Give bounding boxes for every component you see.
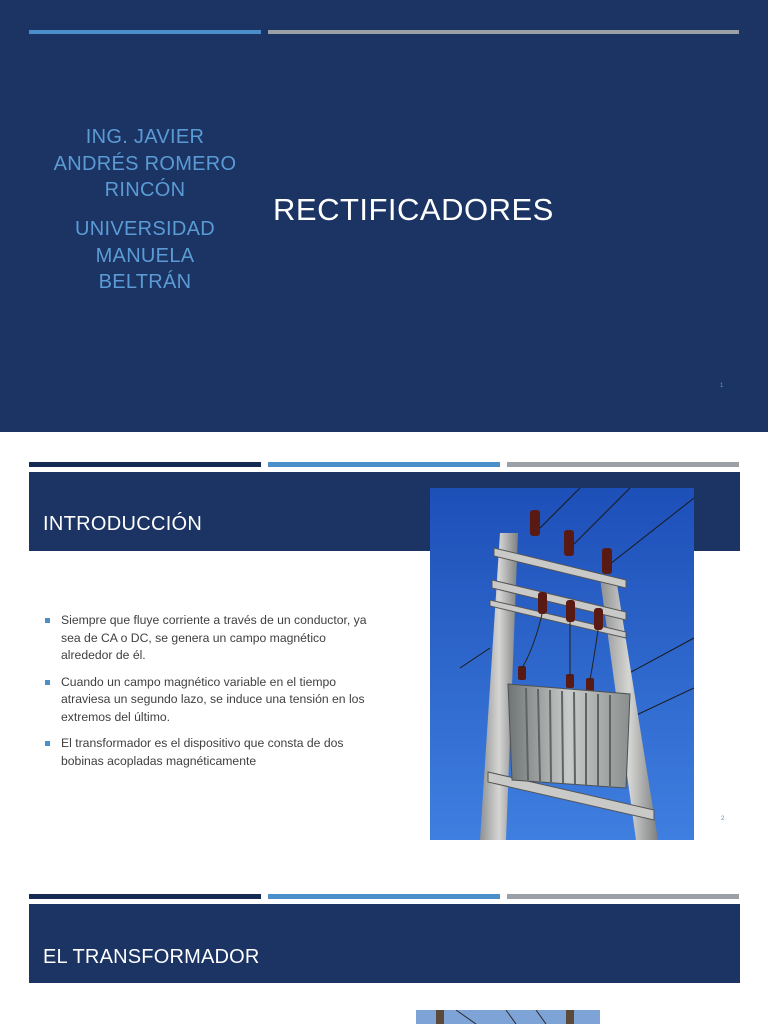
list-item [45,674,370,727]
transformer-photo-icon [430,488,694,840]
slide-number: 2 [721,816,725,822]
author-line: ANDRÉS ROMERO [53,152,237,175]
list-item [45,735,370,770]
bullet-text: El transformador es el dispositivo que consta de dos bobinas acopladas magnéticamente [61,736,344,768]
square-bullet-icon [45,741,50,746]
presentation-title: RECTIFICADORES [273,192,554,227]
university-line: UNIVERSIDAD [75,218,215,240]
divider-bar [268,30,739,34]
bullet-text: Siempre que fluye corriente a través de un conductor, ya sea de CA o DC, se genera un campo magnético alrededor de él. [61,613,367,662]
divider-bar-dark [29,894,261,899]
title-slide [0,0,768,432]
divider-bar-gray [507,462,739,467]
square-bullet-icon [45,618,50,623]
transformer-image [416,1010,600,1024]
slide-heading: EL TRANSFORMADOR [43,946,260,968]
university-line: BELTRÁN [98,271,192,293]
transformer-pole-image [430,488,694,840]
transformer-slide [0,864,768,1024]
square-bullet-icon [45,680,50,685]
university-name [40,216,250,296]
slide-heading: INTRODUCCIÓN [43,513,203,535]
divider-bar-dark [29,462,261,467]
list-item [45,612,370,665]
heading-banner [29,904,740,983]
author-line: RINCÓN [104,179,186,201]
slide-number: 1 [720,383,724,389]
author-line: ING. JAVIER [85,126,205,148]
bullet-text: Cuando un campo magnético variable en el tiempo atraviesa un segundo lazo, se induce una tensión en los extremos del último. [61,674,365,724]
divider-bar-blue [268,894,500,899]
accent-bar [29,30,261,34]
divider-bar-gray [507,894,739,899]
author-name [40,124,250,204]
university-line: MANUELA [95,244,195,267]
divider-bar-blue [268,462,500,467]
introduction-slide [0,432,768,864]
bullet-list [45,612,370,779]
transformer-photo-icon [416,1010,600,1024]
